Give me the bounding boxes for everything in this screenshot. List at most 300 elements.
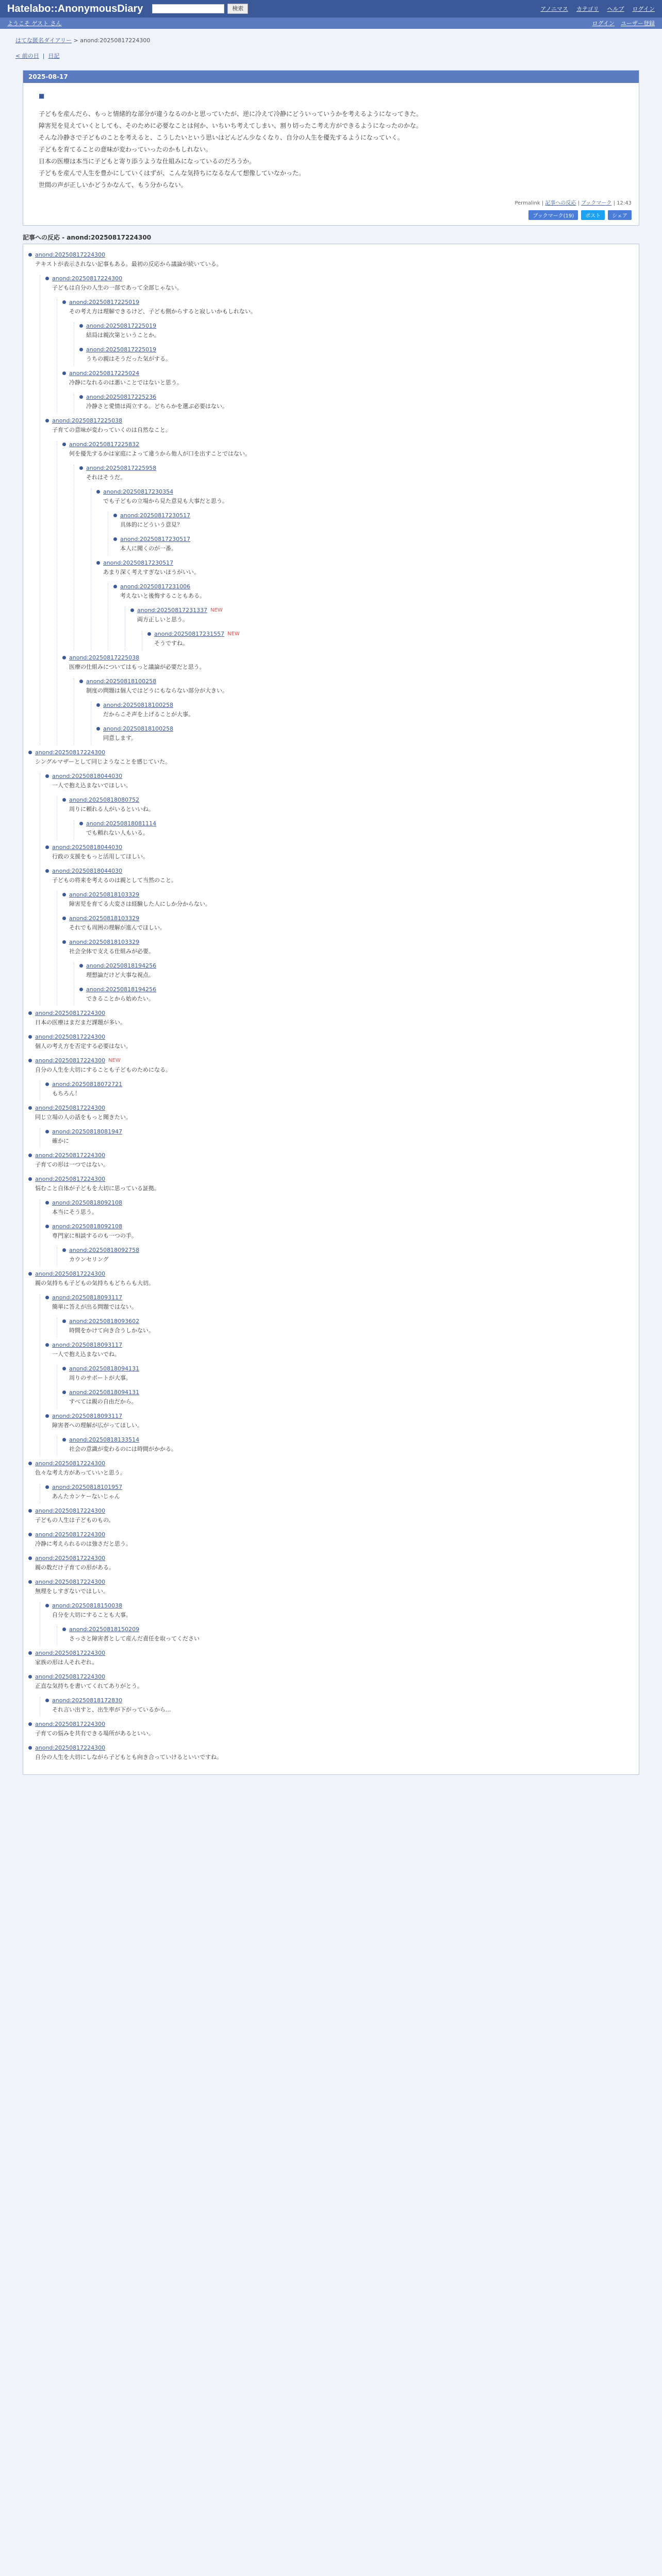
response-id-link[interactable]: anond:20250817224300 [35,1460,106,1467]
bullet-icon [62,1391,66,1394]
bullet-icon [45,774,49,778]
response-text: カウンセリング [69,1256,109,1263]
response-children [108,512,634,555]
bullet-icon [45,845,49,849]
response-header [113,512,634,519]
response-id-link[interactable]: anond:20250817224300 [35,251,106,258]
response-text: 考えないと後悔することもある。 [120,592,205,599]
response-text: 親の気持ちも子どもの気持ちもどちらも大切。 [35,1280,154,1286]
response-id-link[interactable]: anond:20250818092108 [52,1223,123,1230]
response-item [28,1152,634,1172]
bullet-icon [45,1485,49,1489]
bullet-icon [79,466,83,470]
response-children [40,1484,634,1503]
bullet-icon [79,964,83,968]
response-text: うちの親はそうだった気がする。 [86,355,171,362]
response-id-link[interactable]: anond:20250817225236 [86,394,157,400]
bullet-icon [62,443,66,446]
response-item [62,441,634,650]
response-id-link[interactable]: anond:20250817224300 [35,1721,106,1727]
response-text: でも子どもの立場から見た意見も大事だと思う。 [103,498,228,504]
response-id-link[interactable]: anond:20250818133514 [69,1436,140,1443]
new-badge: NEW [227,631,240,637]
response-id-link[interactable]: anond:20250818081947 [52,1128,123,1135]
diary-entry [23,70,639,226]
response-item [79,962,634,982]
response-id-link[interactable]: anond:20250818044030 [52,844,123,851]
response-item [147,631,634,650]
bullet-icon [28,1509,32,1513]
response-id-link[interactable]: anond:20250818194256 [86,962,157,969]
response-text: 無理をしすぎないでほしい。 [35,1588,109,1595]
response-header [79,962,634,969]
response-id-link[interactable]: anond:20250818080752 [69,796,140,803]
response-id-link[interactable]: anond:20250817224300 [35,1650,106,1656]
response-id-link[interactable]: anond:20250818172830 [52,1697,123,1704]
search-input[interactable] [152,4,224,13]
response-text: 簡単に答えが出る問題ではない。 [52,1303,137,1310]
response-text: 医療の仕組みについてはもっと議論が必要だと思う。 [69,664,205,670]
response-header [113,536,634,543]
response-id-link[interactable]: anond:20250817224300 [35,1673,106,1680]
search-button[interactable]: 検索 [227,4,248,14]
response-header [45,1223,634,1230]
response-children [40,1602,634,1646]
bullet-icon [96,703,100,707]
response-header [147,631,634,637]
bullet-icon [45,419,49,422]
login-link[interactable]: ログイン [592,20,615,27]
response-id-link[interactable]: anond:20250817224300 [35,1033,106,1040]
response-item [45,1484,634,1503]
top-bar [0,0,662,18]
response-header [45,1342,634,1348]
response-item [45,1342,634,1409]
response-item [130,607,634,650]
response-id-link[interactable]: anond:20250817225024 [69,370,140,377]
response-text: でも頼れない人もいる。 [86,829,148,836]
response-text: それ言い出すと、出生率が下がっているから... [52,1706,171,1713]
response-id-link[interactable]: anond:20250817225019 [86,323,157,329]
response-text: 周りのサポートが大事。 [69,1375,131,1381]
response-text: 家族の形は人それぞれ。 [35,1659,98,1666]
top-links [540,5,655,13]
response-header [79,346,634,353]
response-text: 子どもは自分の人生の一部であって全部じゃない。 [52,284,183,291]
response-id-link[interactable]: anond:20250817230517 [103,560,174,566]
response-id-link[interactable]: anond:20250818093117 [52,1294,123,1301]
response-text: 子どもの人生は子どものもの。 [35,1517,114,1523]
response-id-link[interactable]: anond:20250818072721 [52,1081,123,1088]
response-text: 子どもの将来を考えるのは親として当然のこと。 [52,877,177,884]
bullet-icon [28,1035,32,1039]
bullet-icon [62,798,66,802]
register-link[interactable]: ユーザー登録 [621,20,655,27]
entry-body [23,83,639,196]
response-item [45,1199,634,1219]
response-id-link[interactable]: anond:20250818093117 [52,1342,123,1348]
response-header [62,370,634,377]
response-header [28,1721,634,1727]
response-id-link[interactable]: anond:20250817224300 [35,1555,106,1562]
response-children [40,773,634,1006]
bullet-icon [28,1106,32,1110]
response-id-link[interactable]: anond:20250817231337 [137,607,208,614]
response-text: すべては親の自由だから。 [69,1398,137,1405]
response-children [57,1436,634,1456]
response-header [28,251,634,258]
response-text: 何を優先するかは家庭によって違うから他人が口を出すことではない。 [69,450,251,457]
response-id-link[interactable]: anond:20250817225019 [86,346,157,353]
response-id-link[interactable]: anond:20250817225832 [69,441,140,448]
response-item [62,654,634,745]
response-id-link[interactable]: anond:20250817231557 [154,631,225,637]
response-text: 冷静になれるのは悪いことではないと思う。 [69,379,183,386]
response-item [28,1650,634,1669]
bullet-icon [45,1130,49,1133]
response-text: 障害児を育てる大変さは経験した人にしか分からない。 [69,901,211,907]
bullet-icon [130,608,134,612]
bullet-icon [79,324,83,328]
response-header [79,323,634,329]
response-item [28,1721,634,1740]
response-text: 自分の人生を大切にしながら子どもとも向き合っていけるといいですね。 [35,1754,222,1760]
response-text: さっさと障害者として産んだ責任を取ってください [69,1635,200,1642]
response-item [45,1413,634,1456]
response-header [45,1697,634,1704]
bullet-icon [28,1272,32,1276]
bullet-icon [28,1177,32,1181]
response-item [62,1318,634,1337]
response-children [40,1199,634,1266]
entry-paragraph: 障害児を見えていくとしても、そのために必要なことは何か、いちいち考えてしまい、割り切ったこ考え方ができるようになったのかな。 [39,122,423,129]
response-id-link[interactable]: anond:20250818103329 [69,915,140,922]
response-header [62,1247,634,1253]
response-text: 周りに頼れる人がいるといいね。 [69,806,154,812]
responses-link[interactable]: 記事への反応 [545,200,576,206]
response-children [74,678,634,745]
response-item [28,1033,634,1053]
response-header [45,417,634,424]
response-text: 冷静に考えられるのは強さだと思う。 [35,1540,131,1547]
bullet-icon [28,1746,32,1750]
prev-day-link[interactable]: < 前の日 [15,53,39,59]
bullet-icon [28,1154,32,1157]
top-link-login[interactable]: ログイン [632,6,655,12]
response-id-link[interactable]: anond:20250817224300 [52,275,123,282]
bullet-icon [96,490,100,494]
response-item [28,1531,634,1551]
response-item [79,465,634,650]
response-id-link[interactable]: anond:20250818150209 [69,1626,140,1633]
response-header [62,915,634,922]
response-header [96,702,634,708]
response-text: 時間をかけて向き合うしかない。 [69,1327,154,1334]
response-children [57,891,634,1006]
response-item [28,1673,634,1717]
entry-paragraph: 子どもを産んだら、もっと情緒的な部分が違うなるのかと思っていたが、逆に冷えて冷静にどういっていうかを考えるようになってきた。 [39,110,423,117]
bullet-icon [79,395,83,399]
bullet-icon [28,751,32,754]
response-id-link[interactable]: anond:20250818093602 [69,1318,140,1325]
share-buttons [23,208,639,225]
bullet-icon [62,917,66,920]
bullet-icon [45,1225,49,1228]
bullet-icon [62,1367,66,1370]
response-text: あんたカンケーないじゃん [52,1493,120,1500]
response-header [45,1294,634,1301]
response-item [96,725,634,745]
response-children [125,607,634,650]
response-id-link[interactable]: anond:20250817224300 [35,1105,106,1111]
response-children [91,488,634,650]
response-text: 日本の医療はまだまだ課題が多い。 [35,1019,126,1026]
bullet-icon [28,1059,32,1062]
response-text: 両方正しいと思う。 [137,616,188,623]
response-children [40,1697,634,1717]
response-header [28,1176,634,1182]
response-children [57,796,634,840]
bullet-icon [28,1722,32,1726]
new-badge: NEW [108,1058,121,1063]
response-header [96,725,634,732]
response-children [74,394,634,413]
response-children [57,299,634,413]
response-text: シングルマザーとして同じようなことを感じていた。 [35,758,171,765]
bullet-icon [45,1082,49,1086]
response-header [28,1555,634,1562]
bullet-icon [79,680,83,683]
bullet-icon [45,869,49,873]
entry-paragraph: 子どもを産んで人生を豊かにしていくはずが、こんな気持ちになるなんて想像していなかった。 [39,170,305,177]
response-item [45,844,634,863]
response-header [62,441,634,448]
response-id-link[interactable]: anond:20250818103329 [69,939,140,945]
response-children [108,583,634,650]
response-item [45,868,634,1006]
response-id-link[interactable]: anond:20250818093117 [52,1413,123,1419]
response-item [28,1579,634,1646]
response-text: 社会全体で支える仕組みが必要。 [69,948,154,955]
bullet-icon [45,1699,49,1702]
response-id-link[interactable]: anond:20250818092758 [69,1247,140,1253]
response-id-link[interactable]: anond:20250818044030 [52,868,123,874]
response-children [57,441,634,745]
response-children [40,1294,634,1456]
response-item [28,1460,634,1503]
response-id-link[interactable]: anond:20250817230354 [103,488,174,495]
response-header [28,1033,634,1040]
response-id-link[interactable]: anond:20250817231006 [120,583,191,590]
response-text: 冷静さと愛情は両立する。どちらかを選ぶ必要はない。 [86,403,228,410]
response-item [28,1105,634,1148]
response-id-link[interactable]: anond:20250817225019 [69,299,140,306]
response-id-link[interactable]: anond:20250817225038 [69,654,140,661]
post-button[interactable]: ポスト [581,210,605,220]
response-item [45,773,634,840]
response-text: 親の数だけ子育ての形がある。 [35,1564,114,1571]
response-text: 行政の支援をもっと活用してほしい。 [52,853,148,860]
top-link-category[interactable]: カテゴリ [576,6,599,12]
entry-paragraph: 子どもを育てることの意味が変わっていったのかもしれない。 [39,146,212,153]
permalink-label[interactable]: Permalink | [515,200,545,206]
response-header [28,1673,634,1680]
response-item [79,323,634,342]
response-id-link[interactable]: anond:20250818081114 [86,820,157,827]
response-id-link[interactable]: anond:20250818094131 [69,1365,140,1372]
response-text: 本当にそう思う。 [52,1209,97,1215]
response-id-link[interactable]: anond:20250817225038 [52,417,123,424]
response-item [113,536,634,555]
response-children [57,1247,634,1266]
entry-date: 2025-08-17 [23,71,639,83]
site-logo[interactable]: Hatelabo::AnonymousDiary [7,3,143,14]
response-item [79,678,634,745]
entry-paragraph: そんな冷静さで子どものことを考えると、こうしたいという思いはどんどん少なくなり、自分の人生を優先するようになっていく。 [39,134,404,141]
response-id-link[interactable]: anond:20250817230517 [120,536,191,543]
response-text: もちろん！ [52,1090,80,1097]
response-id-link[interactable]: anond:20250818101957 [52,1484,123,1490]
response-item [28,1057,634,1100]
response-header [62,299,634,306]
bullet-icon [62,656,66,659]
bookmark-count-button[interactable]: ブックマーク(19) [528,210,578,220]
response-header [62,1365,634,1372]
bullet-icon [45,1414,49,1418]
response-item [62,915,634,935]
diary-link[interactable]: 日記 [48,53,60,59]
response-id-link[interactable]: anond:20250817224300 [35,1176,106,1182]
response-item [28,251,634,745]
bullet-icon [96,561,100,565]
response-id-link[interactable]: anond:20250818044030 [52,773,123,779]
top-link-help[interactable]: ヘルプ [607,6,624,12]
response-id-link[interactable]: anond:20250818103329 [69,891,140,898]
response-id-link[interactable]: anond:20250817224300 [35,1507,106,1514]
response-id-link[interactable]: anond:20250817224300 [35,1270,106,1277]
response-item [28,1010,634,1029]
response-header [28,1744,634,1751]
bullet-icon [45,1604,49,1607]
bullet-icon [79,988,83,991]
response-id-link[interactable]: anond:20250818100258 [103,725,174,732]
bullet-icon [79,348,83,351]
breadcrumb-current: anond:20250817224300 [80,37,151,44]
response-id-link[interactable]: anond:20250817224300 [35,1057,106,1064]
response-header [28,1010,634,1016]
breadcrumb [0,29,662,46]
response-item [96,560,634,650]
response-children [57,1365,634,1409]
bullet-icon [45,1343,49,1347]
response-item [79,394,634,413]
response-text: 理想論だけど大事な視点。 [86,972,154,978]
bookmark-link[interactable]: ブックマーク [581,200,612,206]
response-header [79,465,634,471]
response-item [62,891,634,911]
response-header [96,488,634,495]
response-children [74,323,634,366]
response-item [79,820,634,840]
response-id-link[interactable]: anond:20250817224300 [35,1010,106,1016]
response-children [74,962,634,1006]
response-id-link[interactable]: anond:20250817225958 [86,465,157,471]
pager: < 前の日 | 日記 [15,53,60,59]
responses-list [23,244,639,1775]
response-header [130,607,634,614]
share-button[interactable]: シェア [608,210,632,220]
response-header [28,1105,634,1111]
response-id-link[interactable]: anond:20250817230517 [120,512,191,519]
response-item [45,275,634,413]
response-id-link[interactable]: anond:20250818194256 [86,986,157,993]
bullet-icon [62,893,66,896]
response-header [45,1199,634,1206]
breadcrumb-home[interactable]: はてな匿名ダイアリー [15,37,72,44]
response-header [62,1626,634,1633]
response-id-link[interactable]: anond:20250817224300 [35,1152,106,1159]
bullet-icon [45,1201,49,1205]
bullet-icon [113,585,117,588]
response-item [113,512,634,532]
response-text: 結局は親次第ということか。 [86,332,160,338]
response-header [45,1413,634,1419]
response-item [28,1270,634,1456]
response-header [28,1460,634,1467]
response-id-link[interactable]: anond:20250818100258 [103,702,174,708]
response-id-link[interactable]: anond:20250817224300 [35,749,106,756]
response-id-link[interactable]: anond:20250818094131 [69,1389,140,1396]
response-header [28,1531,634,1538]
response-item [62,1365,634,1385]
new-badge: NEW [210,607,223,613]
bullet-icon [62,371,66,375]
bullet-icon [45,277,49,280]
bullet-icon [113,537,117,541]
response-text: だからこそ声を上げることが大事。 [103,711,194,718]
response-children [40,1128,634,1148]
response-id-link[interactable]: anond:20250818092108 [52,1199,123,1206]
response-id-link[interactable]: anond:20250818100258 [86,678,157,685]
response-header [28,1579,634,1585]
response-text: 同意します。 [103,735,137,741]
response-header [62,1389,634,1396]
response-text: 子育ての形は一つではない。 [35,1161,109,1168]
bullet-icon [62,940,66,944]
response-header [45,773,634,779]
response-text: 自分の人生を大切にすることも子どものためになる。 [35,1066,171,1073]
response-id-link[interactable]: anond:20250817224300 [35,1744,106,1751]
response-children [74,820,634,840]
top-link-anonymous[interactable]: アノニマス [540,6,568,12]
bullet-icon [62,1628,66,1631]
response-children [57,1626,634,1646]
response-text: 悩むこと自体が子どもを大切に思っている証拠。 [35,1185,160,1192]
response-id-link[interactable]: anond:20250817224300 [35,1531,106,1538]
section-mark[interactable]: ■ [39,92,45,99]
response-text: 社会の意識が変わるのには時間がかかる。 [69,1446,177,1452]
response-header [62,1436,634,1443]
entry-footer: Permalink | 記事への反応 | ブックマーク | 12:43 [515,200,632,206]
bullet-icon [28,1651,32,1655]
response-item [79,346,634,366]
bullet-icon [147,632,151,636]
response-item [28,1507,634,1527]
response-header [28,1650,634,1656]
response-id-link[interactable]: anond:20250817224300 [35,1579,106,1585]
response-header [45,1081,634,1088]
response-id-link[interactable]: anond:20250818150038 [52,1602,123,1609]
